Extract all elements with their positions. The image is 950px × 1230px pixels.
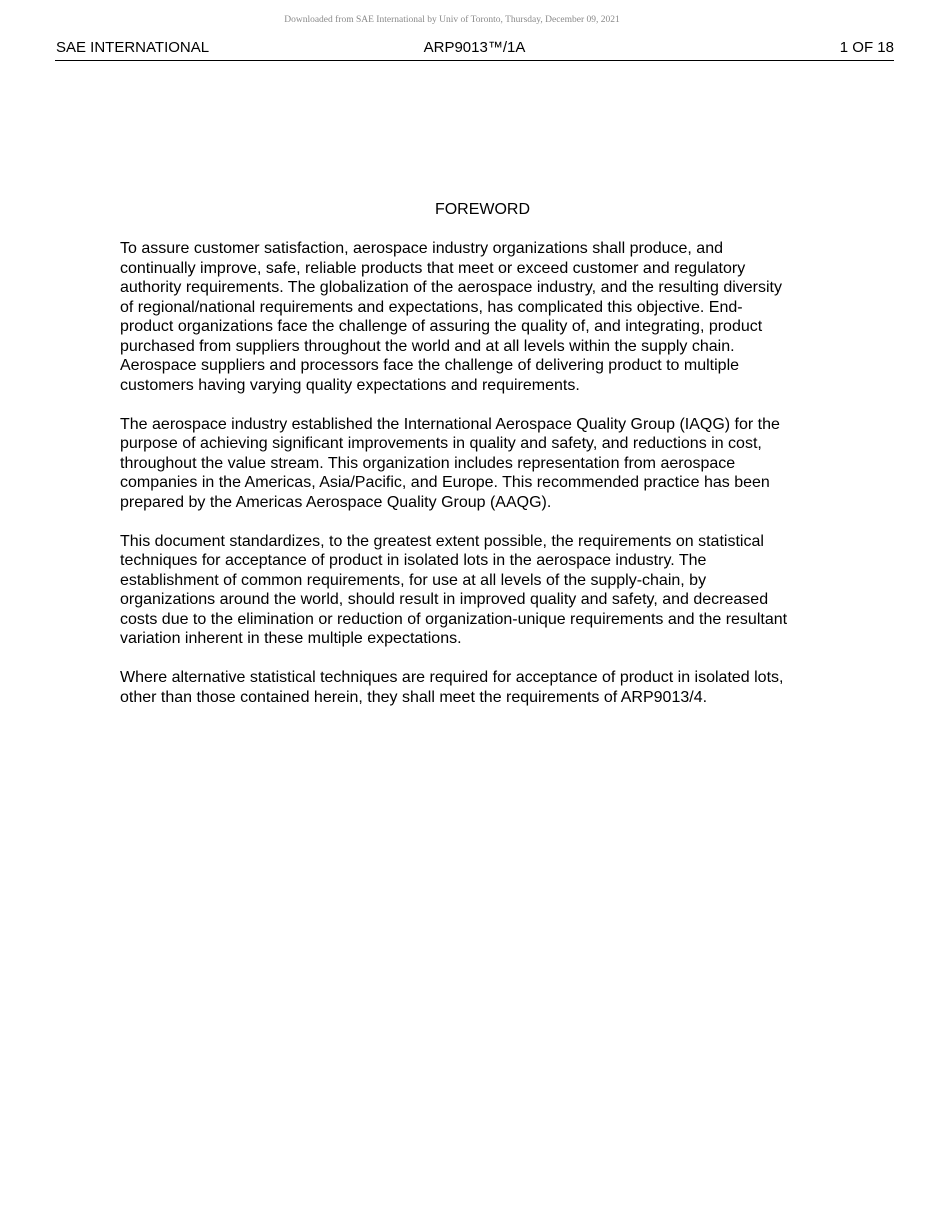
text-line: throughout the value stream. This organization includes representation from aerospace <box>120 454 736 472</box>
text-line: of regional/national requirements and expectations, has complicated this objective. End- <box>120 298 743 316</box>
download-watermark: Downloaded from SAE International by Univ of Toronto, Thursday, December 09, 2021 <box>284 15 620 25</box>
text-line: Where alternative statistical techniques are required for acceptance of product in isolated lots, <box>120 669 784 686</box>
paragraph-iaqg <box>120 415 860 513</box>
text-line: The aerospace industry established the International Aerospace Quality Group (IAQG) for the <box>120 415 780 433</box>
text-line: techniques for acceptance of product in isolated lots in the aerospace industry. The <box>120 552 707 569</box>
text-line: authority requirements. The globalization of the aerospace industry, and the resulting diversity <box>120 279 782 296</box>
text-line: variation inherent in these multiple expectations. <box>120 630 462 647</box>
text-line: purpose of achieving significant improvements in quality and safety, and reductions in cost, <box>120 435 762 452</box>
text-line: organizations around the world, should result in improved quality and safety, and decreased <box>120 591 769 608</box>
text-line: prepared by the Americas Aerospace Quality Group (AAQG). <box>120 493 552 511</box>
text-line: product organizations face the challenge of assuring the quality of, and integrating, product <box>120 318 763 335</box>
page-header <box>55 38 894 61</box>
page-number: 1 OF 18 <box>839 39 894 56</box>
document-number: ARP9013™/1A <box>423 39 526 56</box>
text-line: purchased from suppliers throughout the world and at all levels within the supply chain. <box>120 337 735 355</box>
text-line: customers having varying quality expectations and requirements. <box>120 376 580 394</box>
text-line: costs due to the elimination or reduction of organization-unique requirements and the resultant <box>120 610 788 628</box>
text-line: other than those contained herein, they shall meet the requirements of ARP9013/4. <box>120 688 708 706</box>
text-line: To assure customer satisfaction, aerospace industry organizations shall produce, and <box>120 240 723 257</box>
foreword-body <box>120 239 860 727</box>
publisher-name: SAE INTERNATIONAL <box>56 39 210 56</box>
paragraph-standardization <box>120 532 860 649</box>
text-line: continually improve, safe, reliable products that meet or exceed customer and regulatory <box>120 259 746 277</box>
section-title: FOREWORD <box>434 201 531 218</box>
paragraph-customer-satisfaction <box>120 239 860 395</box>
text-line: establishment of common requirements, for use at all levels of the supply-chain, by <box>120 571 707 589</box>
paragraph-alternative-techniques <box>120 668 860 707</box>
text-line: Aerospace suppliers and processors face the challenge of delivering product to multiple <box>120 357 740 374</box>
text-line: This document standardizes, to the greatest extent possible, the requirements on statistical <box>120 532 764 550</box>
text-line: companies in the Americas, Asia/Pacific, and Europe. This recommended practice has been <box>120 474 770 491</box>
